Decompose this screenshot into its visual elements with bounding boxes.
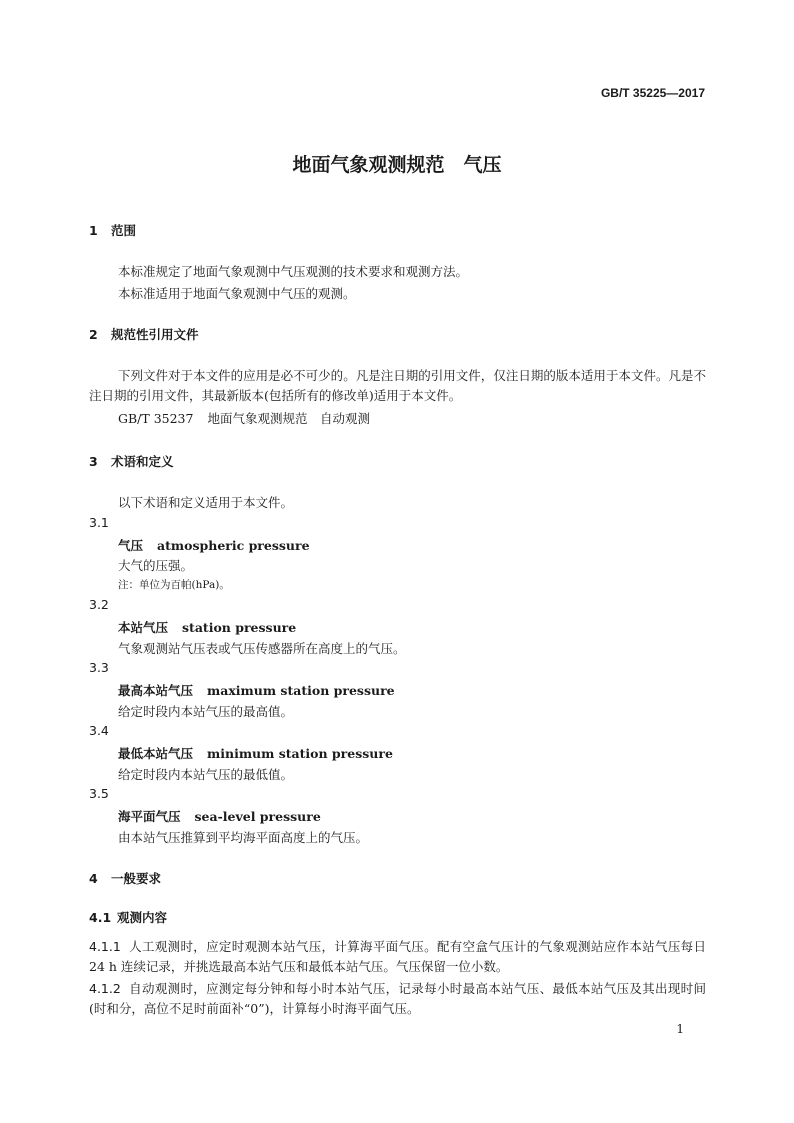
term-definition: 给定时段内本站气压的最低值。 xyxy=(118,767,294,782)
subsection-number: 4.1 xyxy=(89,910,112,925)
normative-reference xyxy=(118,409,370,427)
term-heading xyxy=(118,681,395,699)
term-heading xyxy=(118,807,321,825)
section-1-heading xyxy=(89,221,136,239)
paragraph: 以下术语和定义适用于本文件。 xyxy=(118,495,294,510)
clause-text: 人工观测时，应定时观测本站气压，计算海平面气压。配有空盒气压计的气象观测站应作本站气压每日 24 h 连续记录，并挑选最高本站气压和最低本站气压。气压保留一位小数。 xyxy=(89,939,706,974)
page-number: 1 xyxy=(676,1022,684,1036)
term-number: 3.5 xyxy=(89,786,109,801)
term-definition: 大气的压强。 xyxy=(118,558,194,573)
paragraph: 本标准适用于地面气象观测中气压的观测。 xyxy=(118,286,356,301)
section-title: 术语和定义 xyxy=(111,454,174,469)
term-number: 3.3 xyxy=(89,660,109,675)
term-definition: 由本站气压推算到平均海平面高度上的气压。 xyxy=(118,830,369,845)
subsection-4-1-heading xyxy=(89,908,167,926)
term-definition: 气象观测站气压表或气压传感器所在高度上的气压。 xyxy=(118,641,406,656)
term-number: 3.4 xyxy=(89,723,109,738)
term-zh: 气压 xyxy=(118,538,144,553)
section-title: 范围 xyxy=(111,223,137,238)
paragraph-text: 下列文件对于本文件的应用是必不可少的。凡是注日期的引用文件，仅注日期的版本适用于本文件。凡是不注日期的引用文件，其最新版本(包括所有的修改单)适用于本文件。 xyxy=(89,368,706,403)
term-number: 3.2 xyxy=(89,597,109,612)
term-heading xyxy=(118,744,393,762)
section-number: 3 xyxy=(89,454,98,469)
term-zh: 本站气压 xyxy=(118,620,169,635)
term-definition: 给定时段内本站气压的最高值。 xyxy=(118,704,294,719)
clause-4-1-2 xyxy=(89,979,706,1019)
term-en: station pressure xyxy=(182,620,297,635)
term-zh: 海平面气压 xyxy=(118,809,181,824)
term-en: maximum station pressure xyxy=(207,683,395,698)
term-note: 注：单位为百帕(hPa)。 xyxy=(118,579,230,591)
standard-code: GB/T 35225—2017 xyxy=(600,86,705,100)
section-number: 4 xyxy=(89,871,98,886)
term-zh: 最低本站气压 xyxy=(118,746,194,761)
term-heading xyxy=(118,618,296,636)
section-title: 一般要求 xyxy=(111,871,162,886)
term-en: sea-level pressure xyxy=(194,809,321,824)
section-3-heading xyxy=(89,452,174,470)
section-title: 规范性引用文件 xyxy=(111,327,199,342)
section-2-heading xyxy=(89,325,199,343)
term-heading xyxy=(118,536,310,554)
reference-code: GB/T 35237 xyxy=(118,411,194,426)
document-title: 地面气象观测规范 气压 xyxy=(292,154,502,176)
reference-title: 地面气象观测规范 自动观测 xyxy=(207,411,370,426)
section-number: 1 xyxy=(89,223,98,238)
clause-number: 4.1.1 xyxy=(89,939,121,954)
subsection-title: 观测内容 xyxy=(117,910,168,925)
term-number: 3.1 xyxy=(89,515,109,530)
paragraph: 本标准规定了地面气象观测中气压观测的技术要求和观测方法。 xyxy=(118,264,469,279)
term-zh: 最高本站气压 xyxy=(118,683,194,698)
section-4-heading xyxy=(89,869,161,887)
term-en: atmospheric pressure xyxy=(157,538,310,553)
section-number: 2 xyxy=(89,327,98,342)
term-en: minimum station pressure xyxy=(207,746,393,761)
clause-text: 自动观测时，应测定每分钟和每小时本站气压，记录每小时最高本站气压、最低本站气压及其出现时间(时和分，高位不足时前面补“0”)，计算每小时海平面气压。 xyxy=(89,981,706,1016)
paragraph xyxy=(89,366,706,406)
clause-number: 4.1.2 xyxy=(89,981,121,996)
clause-4-1-1 xyxy=(89,937,706,977)
